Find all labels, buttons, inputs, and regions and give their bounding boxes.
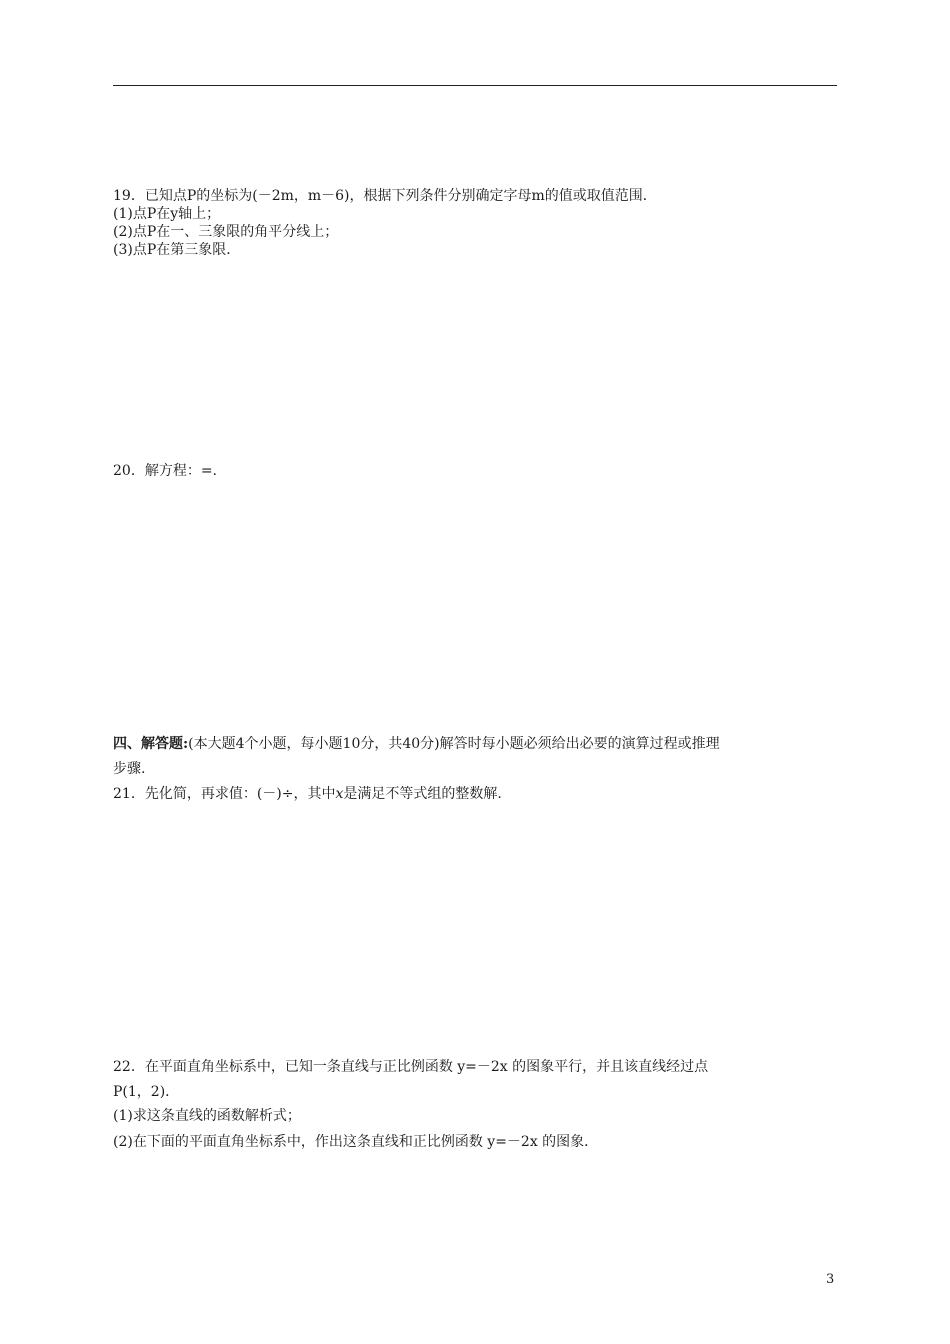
q22-stem-line2: P(1，2)．	[113, 1084, 180, 1100]
q20-stem: 20．解方程：=.	[113, 463, 217, 479]
section4-heading: 四、解答题:	[113, 736, 189, 752]
q19-part3: (3)点P在第三象限．	[113, 242, 241, 258]
q19-part1: (1)点P在y轴上；	[113, 206, 221, 222]
q21-suffix: 是满足不等式组的整数解.	[343, 786, 502, 802]
section4-heading-line	[113, 735, 837, 753]
q22-part1: (1)求这条直线的函数解析式；	[113, 1108, 301, 1124]
section4-instruction-continued: 步骤.	[113, 761, 146, 777]
header-rule	[113, 85, 837, 86]
q22-stem-line1: 22．在平面直角坐标系中，已知一条直线与正比例函数 y=－2x 的图象平行，并且该直线经过点	[113, 1059, 709, 1075]
q21-variable: x	[335, 786, 344, 802]
q21-stem	[113, 785, 837, 803]
q21-prefix: 21．先化简，再求值：(－)÷，其中	[113, 786, 336, 802]
page-number: 3	[826, 1272, 835, 1287]
q19-stem: 19．已知点P的坐标为(－2m，m－6)，根据下列条件分别确定字母m的值或取值范围．	[113, 188, 657, 204]
q22-part2: (2)在下面的平面直角坐标系中，作出这条直线和正比例函数 y=－2x 的图象．	[113, 1134, 599, 1150]
section4-instruction: (本大题4个小题，每小题10分，共40分)解答时每小题必须给出必要的演算过程或推理	[188, 736, 720, 752]
q19-part2: (2)点P在一、三象限的角平分线上；	[113, 224, 339, 240]
